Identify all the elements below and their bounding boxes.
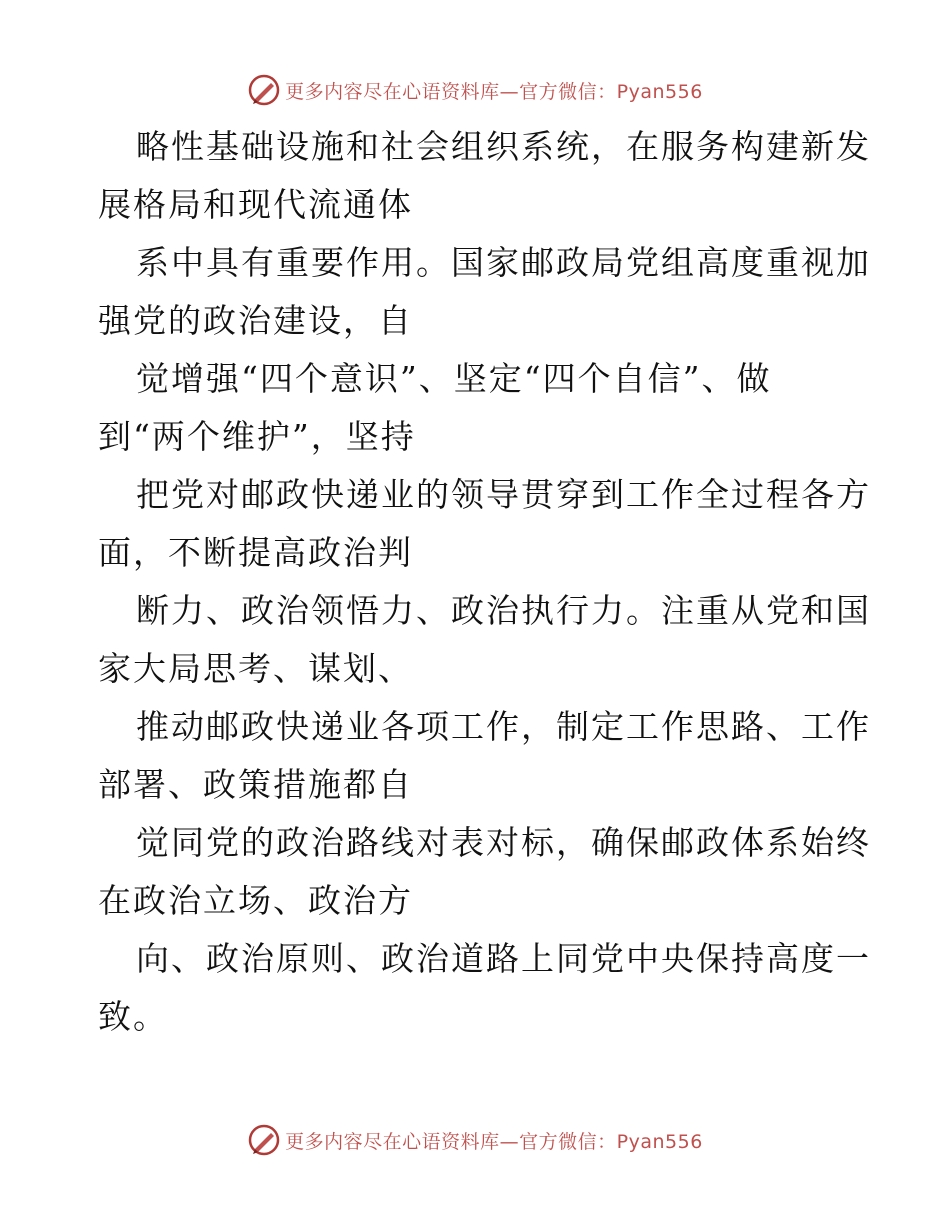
- text-line: 推动邮政快递业各项工作，制定工作思路、工作: [136, 707, 871, 746]
- text-line: 展格局和现代流通体: [98, 185, 413, 224]
- red-pen-circle-logo-icon: [247, 1123, 281, 1157]
- text-line: 部署、政策措施都自: [98, 765, 413, 804]
- footer-watermark: [0, 1120, 950, 1160]
- text-line: 略性基础设施和社会组织系统，在服务构建新发: [136, 127, 871, 166]
- text-line: 到“两个维护”，坚持: [98, 417, 416, 456]
- text-line: 把党对邮政快递业的领导贯穿到工作全过程各方: [136, 475, 871, 514]
- watermark-text: 更多内容尽在心语资料库—官方微信：Pyan556: [285, 1130, 703, 1153]
- watermark-text: 更多内容尽在心语资料库—官方微信：Pyan556: [285, 80, 703, 103]
- document-body: [98, 118, 871, 1046]
- text-line: 向、政治原则、政治道路上同党中央保持高度一: [136, 939, 871, 978]
- text-line: 觉同党的政治路线对表对标，确保邮政体系始终: [136, 823, 871, 862]
- text-line: 觉增强“四个意识”、坚定“四个自信”、做: [136, 359, 772, 398]
- text-line: 致。: [98, 997, 168, 1036]
- red-pen-circle-logo-icon: [247, 73, 281, 107]
- text-line: 家大局思考、谋划、: [98, 649, 413, 688]
- text-line: 断力、政治领悟力、政治执行力。注重从党和国: [136, 591, 871, 630]
- text-line: 在政治立场、政治方: [98, 881, 413, 920]
- text-line: 强党的政治建设，自: [98, 301, 413, 340]
- header-watermark: [0, 70, 950, 110]
- text-line: 系中具有重要作用。国家邮政局党组高度重视加: [136, 243, 871, 282]
- text-line: 面，不断提高政治判: [98, 533, 413, 572]
